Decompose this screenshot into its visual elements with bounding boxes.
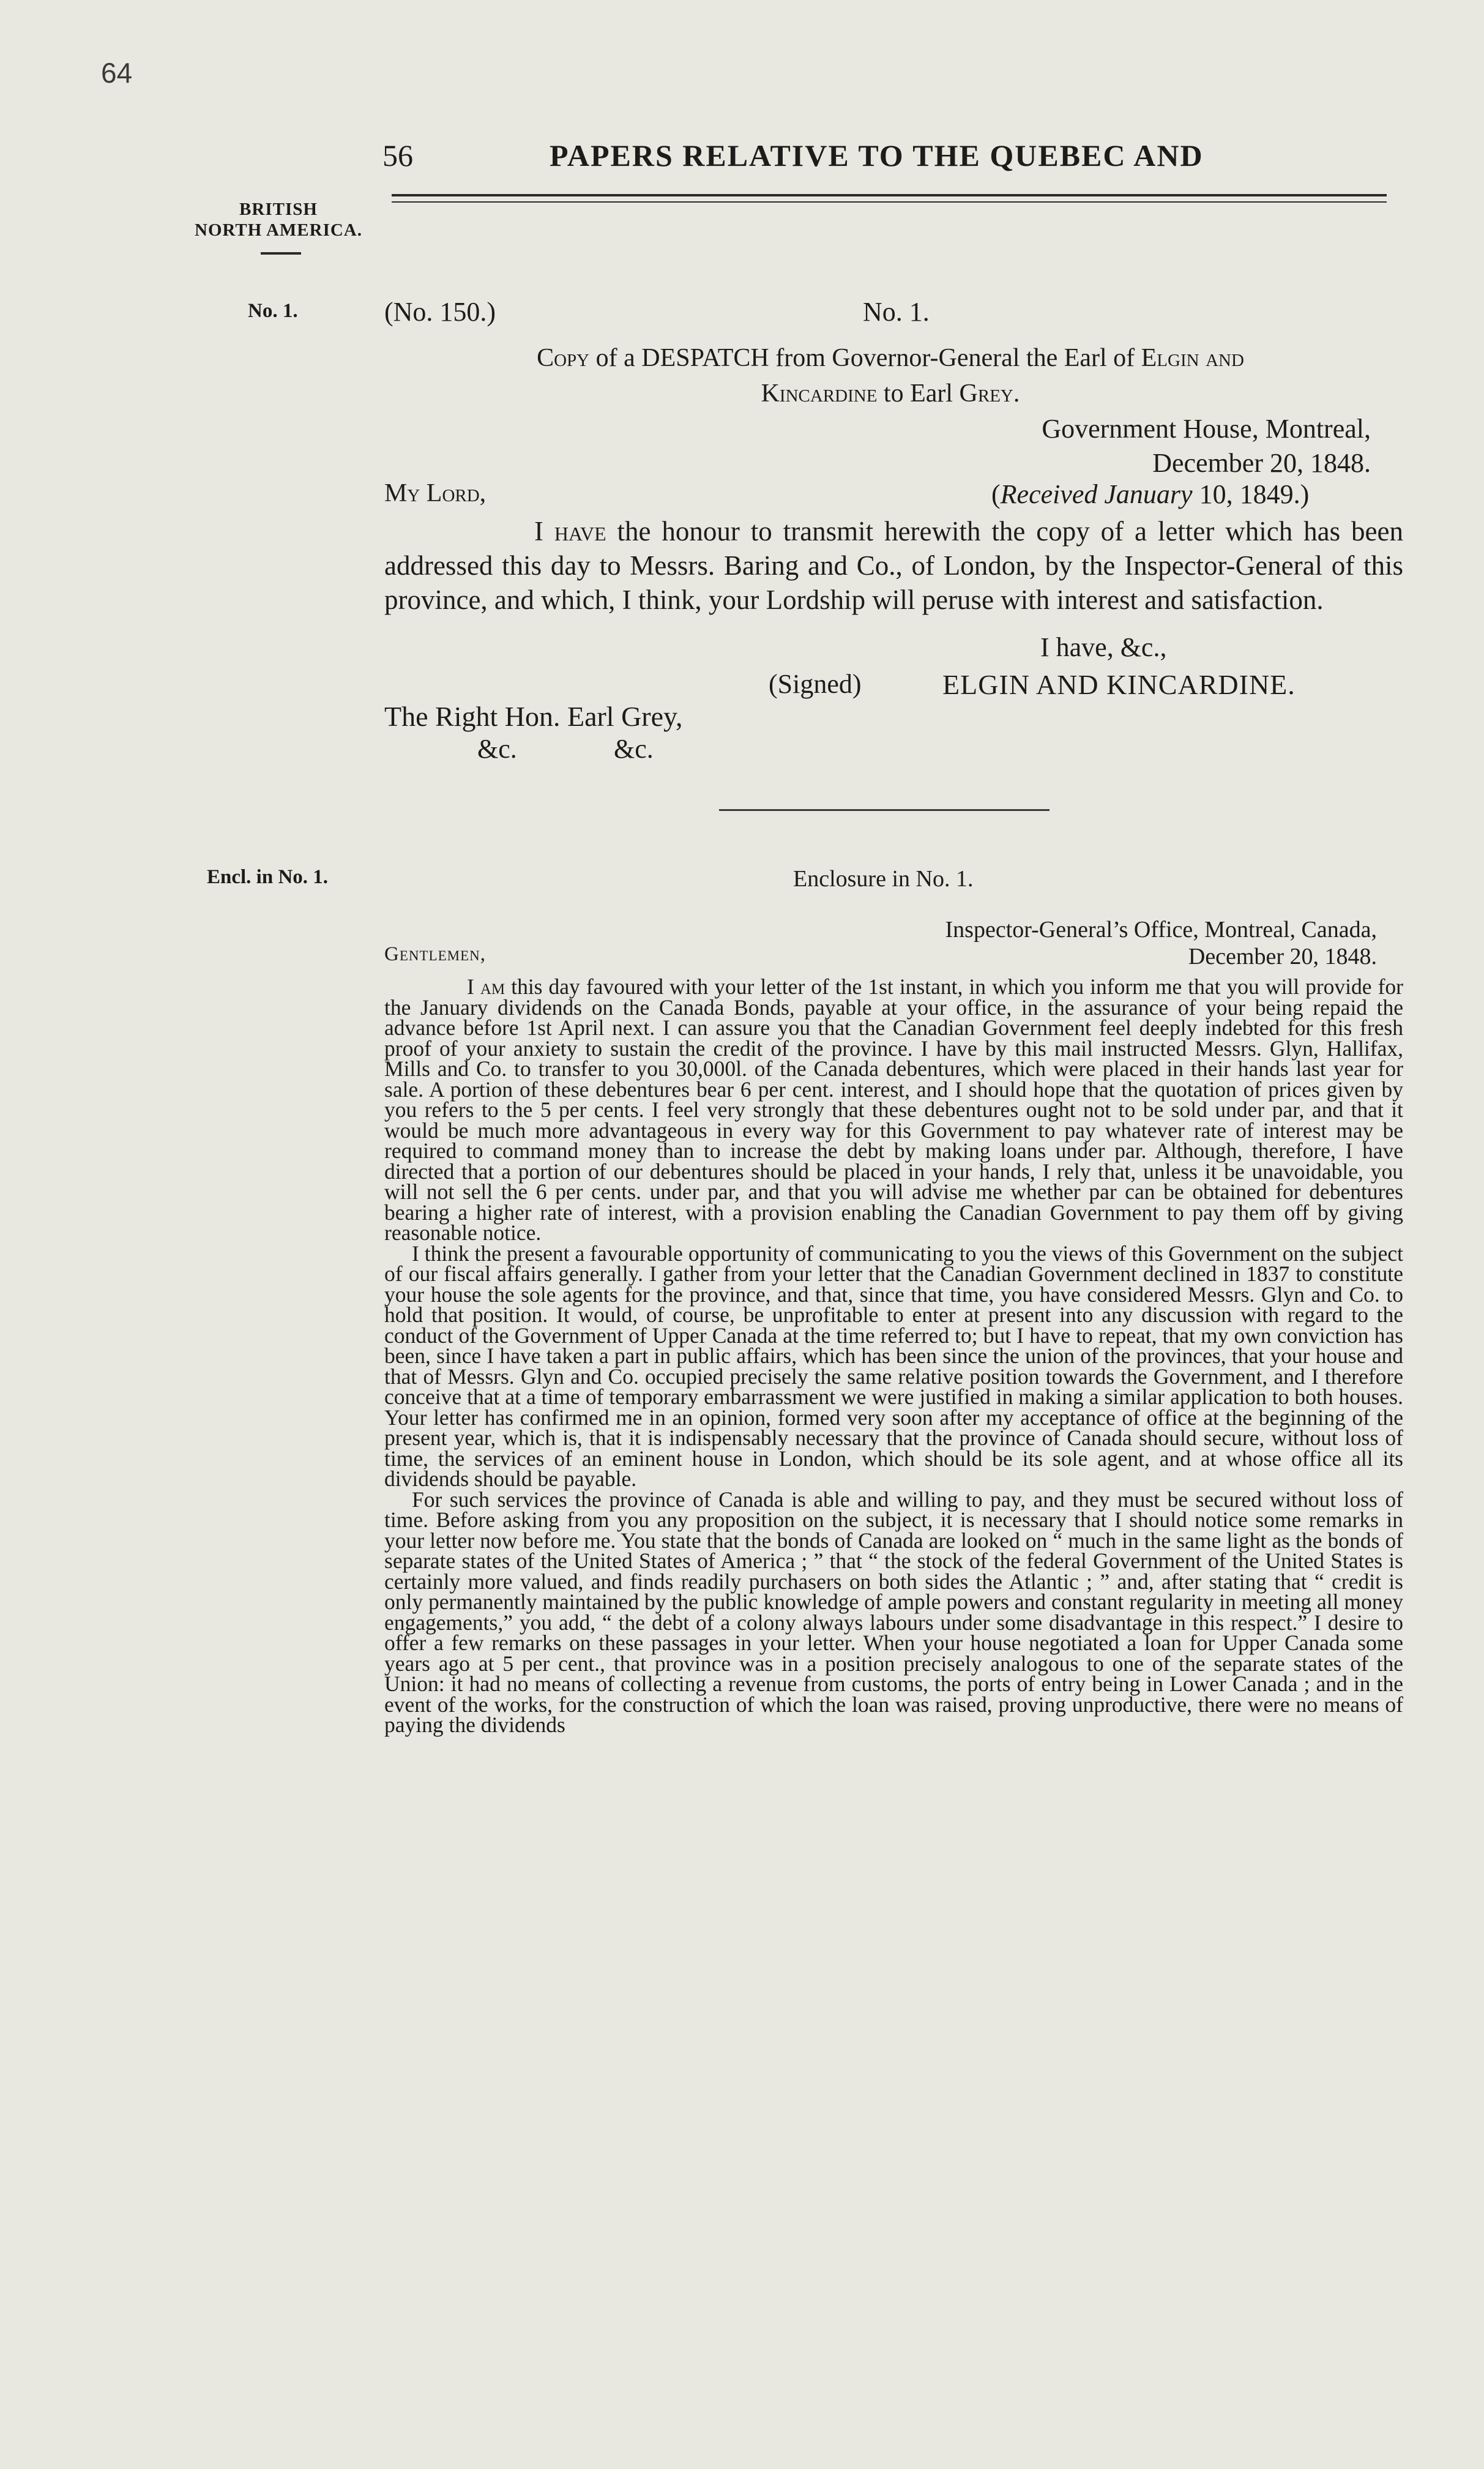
enclosure-salutation: Gentlemen, xyxy=(384,943,486,965)
page-number: 56 xyxy=(382,138,413,173)
enclosure-office: Inspector-General’s Office, Montreal, Canada, December 20, 1848. xyxy=(945,917,1377,969)
section-separator xyxy=(719,809,1050,811)
despatch-number: (No. 150.) xyxy=(384,297,496,327)
despatch-address: Government House, Montreal, December 20, 1848. xyxy=(1042,414,1371,478)
side-heading-line1: BRITISH xyxy=(239,200,318,219)
despatch-index: No. 1. xyxy=(863,297,930,327)
enclosure-paragraph-2: I think the present a favourable opportunity of communicating to you the views of this Government on the subject of our fiscal affairs generally. I gather from your letter that the Canadian Government declined in 1837 to constitute your house the sole agents for the province, and that, since that time, you have considered Messrs. Glyn and Co. to hold that position. It would, of course, be unprofitable to enter at present into any discussion with regard to the conduct of the Government of Upper Canada at the time referred to; but I have to repeat, that my own conviction has been, since I have taken a part in public affairs, which has been since the union of the provinces, that your house and that of Messrs. Glyn and Co. occupied precisely the same relative position towards the Government, and I therefore conceive that at a time of temporary embarrassment we were justified in making a similar application to both houses. Your letter has confirmed me in an opinion, formed very soon after my acceptance of office at the beginning of the present year, which is, that it is indispensably necessary that the province of Canada should secure, without loss of time, the services of an eminent house in London, which should be its sole agent, and at whose office all its dividends should be payable. xyxy=(384,1241,1403,1491)
side-note-no1: No. 1. xyxy=(248,300,298,322)
enclosure-paragraph-1: I am this day favoured with your letter of the 1st instant, in which you inform me that you will provide for the January dividends on the Canada Bonds, payable at your office, in the assurance of your being repaid the advance before 1st April next. I can assure you that the Canadian Government feel deeply indebted for this fresh proof of your anxiety to sustain the credit of the province. I have by this mail instructed Messrs. Glyn, Hallifax, Mills and Co. to transfer to you 30,000l. of the Canada debentures, which were placed in their hands last year for sale. A portion of these debentures bear 6 per cent. interest, and I should hope that the quotation of prices given by you refers to the 5 per cents. I feel very strongly that these debentures ought not to be sold under par, and that it would be much more advantageous in every way for this Government to pay whatever rate of interest may be required to command money than to increase the debt by making loans under par. Although, therefore, I have directed that a portion of our debentures should be placed in your hands, I rely that, unless it be unavoidable, you will not sell the 6 per cents. under par, and that you will advise me whether par can be obtained for debentures bearing a higher rate of interest, with a provision enabling the Canadian Government to pay them off by giving reasonable notice. xyxy=(384,974,1403,1245)
side-heading-rule xyxy=(261,252,301,255)
scan-page-number: 64 xyxy=(101,57,133,89)
etc-1: &c. xyxy=(477,734,517,764)
despatch-title-line2: Kincardine to Earl Grey. xyxy=(761,379,1020,408)
signature: ELGIN AND KINCARDINE. xyxy=(942,669,1296,700)
enclosure-body xyxy=(384,974,1403,1737)
received-date: (Received January 10, 1849.) xyxy=(991,479,1310,509)
side-heading xyxy=(177,199,379,241)
header-rule xyxy=(392,194,1387,196)
side-note-enclosure: Encl. in No. 1. xyxy=(207,866,329,888)
enclosure-heading: Enclosure in No. 1. xyxy=(793,866,974,892)
addressee: The Right Hon. Earl Grey, xyxy=(384,701,683,732)
signed-label: (Signed) xyxy=(769,669,862,699)
despatch-body: I have the honour to transmit herewith the copy of a letter which has been addressed this day to Messrs. Baring and Co., of London, by the Inspector-General of this province, and which, I think, your Lordship will peruse with interest and satisfaction. xyxy=(384,516,1403,615)
despatch-title xyxy=(392,340,1389,411)
despatch-salutation: My Lord, xyxy=(384,479,487,507)
running-head: PAPERS RELATIVE TO THE QUEBEC AND xyxy=(550,138,1204,173)
enclosure-paragraph-3: For such services the province of Canada is able and willing to pay, and they must be secured without loss of time. Before asking from you any proposition on the subject, it is necessary that I should notice some remarks in your letter now before me. You state that the bonds of Canada are looked on “ much in the same light as the bonds of separate states of the United States of America ; ” that “ the stock of the federal Government of the United States is certainly more valued, and finds readily purchasers on both sides the Atlantic ; ” and, after stating that “ credit is only permanently maintained by the public knowledge of ample powers and constant regularity in meeting all money engagements,” you add, “ the debt of a colony always labours under some disadvantage in this respect.” I desire to offer a few remarks on these passages in your letter. When your house negotiated a loan for Upper Canada some years ago at 5 per cent., that province was in a position precisely analogous to one of the separate states of the Union: it had no means of collecting a revenue from customs, the ports of entry being in Lower Canada ; and in the event of the works, for the construction of which the loan was raised, proving unproductive, there were no means of paying the dividends xyxy=(384,1487,1403,1737)
etc-2: &c. xyxy=(614,734,654,764)
side-heading-line2: NORTH AMERICA. xyxy=(195,220,362,240)
despatch-closing: I have, &c., xyxy=(1040,632,1167,662)
header-rule-thin xyxy=(392,201,1387,203)
despatch-title-line1: Copy of a DESPATCH from Governor-General the Earl of Elgin and xyxy=(537,344,1244,372)
